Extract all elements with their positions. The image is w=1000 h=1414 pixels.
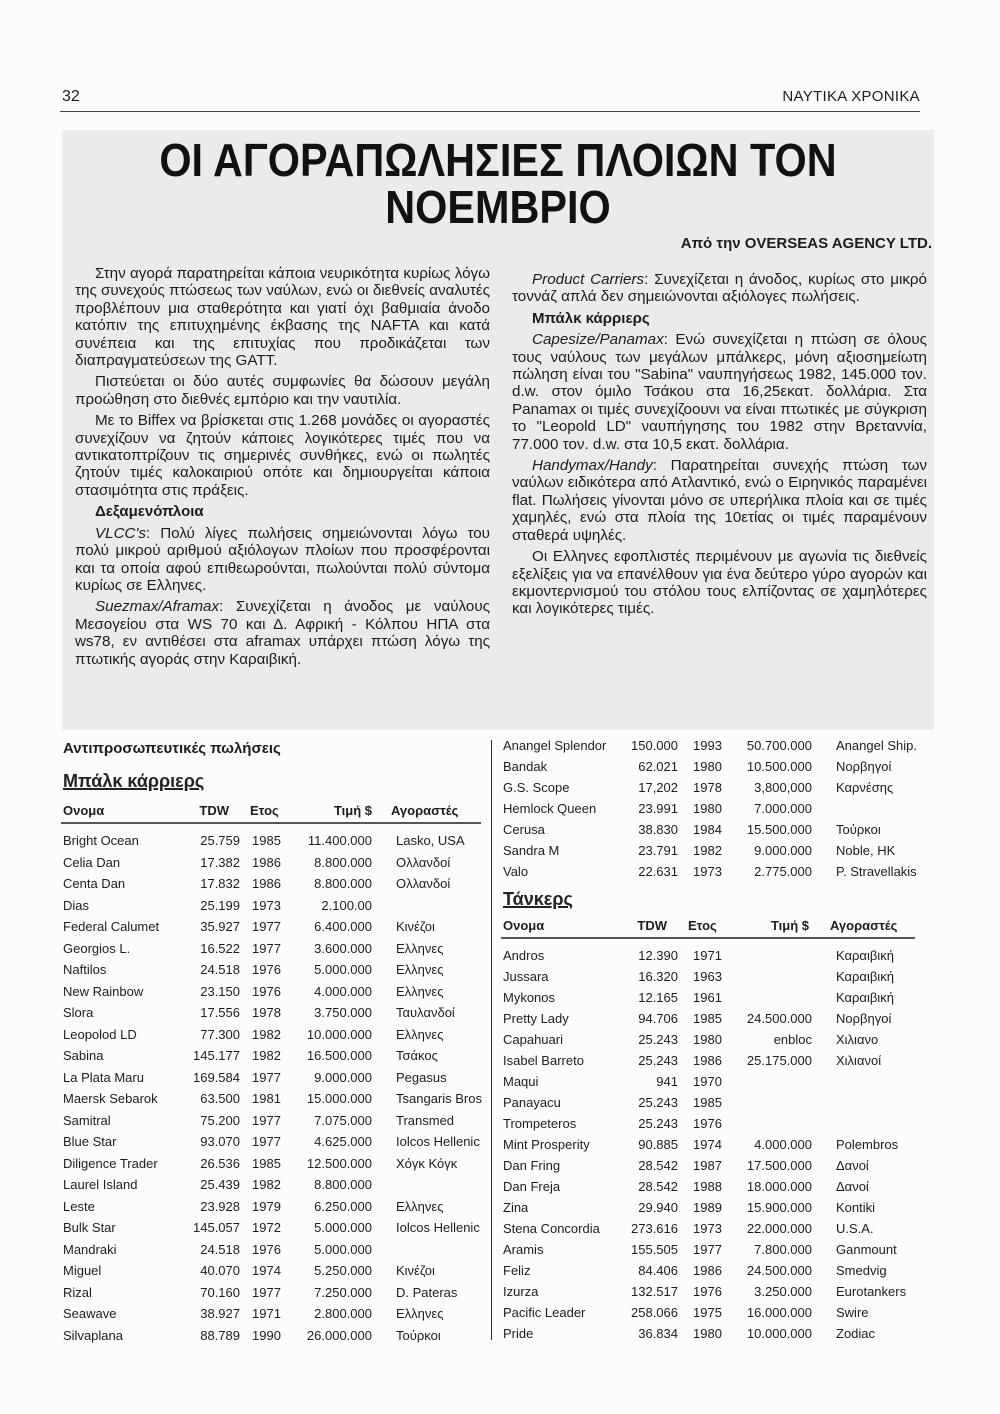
bulk-row-ship-name: Maersk Sebarok	[63, 1091, 158, 1106]
header-rule	[60, 111, 920, 112]
tanker-row-tdw: 25.243	[638, 1032, 678, 1047]
bulk-row-buyer: Κινέζοι	[396, 919, 435, 934]
bulk-row-tdw: 70.160	[200, 1284, 240, 1300]
header-buyers: Αγοραστές	[391, 803, 459, 818]
paragraph: Πιστεύεται οι δύο αυτές συμφωνίες θα δώσουν μεγάλη προώθηση στο διεθνές εμπόριο και την ναυτιλία.	[75, 373, 490, 408]
bulk-row-price: 2.100.00	[321, 897, 372, 913]
subheading-bulk: Μπάλκ κάρριερς	[532, 309, 650, 327]
bulk-row-price: 5.250.000	[314, 1263, 372, 1278]
bulk-row-tdw: 17,202	[638, 780, 678, 795]
tanker-row-year: 1986	[693, 1263, 722, 1278]
column-divider	[491, 740, 492, 1340]
tanker-row-tdw: 28.542	[638, 1179, 678, 1194]
bulk-row-price: 8.800.000	[314, 1177, 372, 1192]
bulk-row-buyer: Χόγκ Κόγκ	[396, 1155, 458, 1171]
tanker-row-buyer: Δανοί	[836, 1179, 869, 1194]
tanker-row-buyer: Kontiki	[836, 1200, 876, 1215]
tanker-row-year: 1988	[693, 1179, 722, 1194]
tanker-row-ship-name: Dan Fring	[503, 1158, 561, 1173]
tanker-row-year: 1971	[693, 948, 722, 963]
tanker-row-tdw: 25.243	[638, 1095, 678, 1110]
bulk-row-buyer: Lasko, USA	[396, 833, 465, 848]
tanker-row-buyer: Καραιβική	[836, 969, 894, 984]
tanker-row-buyer: Νορβηγοί	[836, 1011, 892, 1026]
tanker-row-ship-name: Feliz	[503, 1263, 531, 1278]
header-buyers: Αγοραστές	[830, 918, 898, 933]
paragraph-capesize	[512, 331, 927, 453]
bulk-row-ship-name: Leste	[63, 1198, 95, 1214]
tanker-row-price: 17.500.000	[746, 1158, 812, 1173]
bulk-row-year: 1977	[252, 1284, 281, 1300]
bulk-row-tdw: 25.759	[200, 833, 240, 848]
bulk-row-price: 2.800.000	[314, 1306, 372, 1321]
tanker-row-tdw: 84.406	[638, 1263, 678, 1278]
bulk-row-price: 12.500.000	[306, 1155, 372, 1171]
tables-heading: Αντιπροσωπευτικές πωλήσεις	[63, 740, 281, 757]
bulk-row-ship-name: Mandraki	[63, 1241, 117, 1257]
bulk-row-year: 1978	[252, 1005, 281, 1020]
tanker-row-price: 24.500.000	[746, 1011, 812, 1026]
bulk-row-ship-name: Celia Dan	[63, 854, 121, 870]
tanker-row-ship-name: Andros	[503, 948, 545, 963]
article-title-line2: ΝΟΕΜΒΡΙΟ	[385, 181, 611, 233]
byline: Από την OVERSEAS AGENCY LTD.	[680, 235, 932, 252]
bulk-row-ship-name: Sabina	[63, 1048, 104, 1063]
tanker-row-tdw: 12.165	[638, 990, 678, 1005]
tanker-row-buyer: Polembros	[836, 1137, 899, 1152]
bulk-row-tdw: 169.584	[193, 1069, 240, 1085]
bulk-row-year: 1978	[693, 780, 722, 795]
tanker-row-year: 1973	[693, 1221, 722, 1236]
label: Product Carriers	[532, 271, 645, 288]
bulk-row-buyer: Τούρκοι	[836, 822, 881, 837]
bulk-row-tdw: 62.021	[638, 759, 678, 774]
bulk-row-buyer: P. Stravellakis	[836, 864, 917, 879]
bulk-row-ship-name: Bandak	[503, 759, 548, 774]
header-name: Ονομα	[63, 803, 105, 818]
bulk-row-buyer: Ολλανδοί	[396, 876, 451, 891]
tanker-row-ship-name: Stena Concordia	[503, 1221, 600, 1236]
tanker-row-tdw: 36.834	[638, 1326, 678, 1341]
bulk-row-tdw: 75.200	[200, 1112, 240, 1128]
bulk-row-tdw: 24.518	[200, 962, 240, 977]
tanker-row-year: 1970	[693, 1074, 722, 1089]
bulk-row-tdw: 145.057	[193, 1220, 240, 1235]
bulk-row-price: 10.500.000	[746, 759, 812, 774]
bulk-row-price: 3.600.000	[314, 940, 372, 956]
bulk-row-ship-name: Cerusa	[503, 822, 545, 837]
tanker-row-ship-name: Capahuari	[503, 1032, 563, 1047]
bulk-row-ship-name: Dias	[63, 897, 90, 913]
tanker-row-year: 1961	[693, 990, 722, 1005]
bulk-row-buyer: Iolcos Hellenic	[396, 1134, 480, 1149]
bulk-row-tdw: 150.000	[631, 738, 678, 753]
text: : Ενώ συνεχίζεται η πτώση σε όλους τους ναύλους των μεγάλων μπάλκερς, μόνη αξιοσημείωτη πώληση είναι του "Sabina" ναυπηγήσεως 1982, 145.000 τον. d.w. στον όμιλο Τσάκου στα 16,25εκατ. δολλάρια. Στα Panamax οι τιμές συνεχίζοουνι να είναι πτωτικές με σύγκριση το "Leopold LD" ναυπήγησης του 1982 στην Βρεταννία, 77.000 τον. d.w. στα 10,5 εκατ. δολλάρια.	[512, 331, 927, 453]
tanker-row-tdw: 273.616	[631, 1221, 678, 1236]
bulk-row-year: 1980	[693, 759, 722, 774]
tanker-row-buyer: U.S.A.	[836, 1221, 874, 1236]
header-tdw: TDW	[637, 918, 667, 933]
bulk-row-ship-name: Laurel Island	[63, 1177, 138, 1192]
text: : Παρατηρείται συνεχής πτώση των ναύλων ειδικότερα από Ατλαντικό, ενώ ο Ειρηνικός παραμένει flat. Πωλήσεις γίνονται μόνο σε υπερήλικα πλοία και σε τιμές χαμηλές, ενώ στα πλοία της 10ετίας οι τιμές παραμένουν σταθερά υψηλές.	[512, 457, 927, 544]
tanker-row-tdw: 29.940	[638, 1200, 678, 1215]
bulk-row-ship-name: Georgios L.	[63, 940, 131, 956]
tanker-row-price: 22.000.000	[746, 1221, 812, 1236]
bulk-row-year: 1982	[252, 1026, 281, 1042]
tanker-row-buyer: Δανοί	[836, 1158, 869, 1173]
bulk-row-tdw: 16.522	[200, 940, 240, 956]
bulk-row-year: 1977	[252, 1134, 281, 1149]
bulk-row-buyer: Κινέζοι	[396, 1263, 435, 1278]
bulk-row-tdw: 38.927	[200, 1306, 240, 1321]
tanker-row-tdw: 258.066	[631, 1305, 678, 1320]
bulk-row-year: 1986	[252, 854, 281, 870]
bulk-row-price: 7.000.000	[754, 801, 812, 816]
tanker-row-ship-name: Pride	[503, 1326, 534, 1341]
bulk-row-buyer: Ελληνες	[396, 1198, 444, 1214]
bulk-row-price: 6.250.000	[314, 1198, 372, 1214]
tanker-row-price: 25.175.000	[746, 1053, 812, 1068]
bulk-row-tdw: 17.832	[200, 876, 240, 891]
bulk-row-year: 1971	[252, 1306, 281, 1321]
bulk-row-tdw: 93.070	[200, 1134, 240, 1149]
tanker-row-ship-name: Pretty Lady	[503, 1011, 569, 1026]
text: : Πολύ λίγες πωλήσεις σημειώνονται λόγω του πολύ μικρού αριθμού αξιόλογων πλοίων που προσφέρονται και τα οποία αφού επιθεωρούνται, πωλούνται πολύ σύντομα κυρίως σε Ελληνες.	[75, 524, 490, 594]
tanker-row-price: 4.000.000	[754, 1137, 812, 1152]
paragraph-handy	[512, 457, 927, 544]
bulk-row-year: 1980	[693, 801, 722, 816]
label: VLCC's	[95, 524, 147, 542]
bulk-row-year: 1977	[252, 1069, 281, 1085]
bulk-row-year: 1977	[252, 940, 281, 956]
tanker-row-ship-name: Aramis	[503, 1242, 544, 1257]
bulk-row-ship-name: Centa Dan	[63, 876, 126, 891]
label: Capesize/Panamax	[532, 331, 664, 349]
tanker-row-tdw: 132.517	[631, 1284, 678, 1299]
bulk-row-price: 4.625.000	[314, 1134, 372, 1149]
bulk-row-tdw: 145.177	[193, 1048, 240, 1063]
tanker-row-year: 1974	[693, 1137, 722, 1152]
bulk-row-tdw: 88.789	[200, 1327, 240, 1343]
bulk-row-ship-name: Blue Star	[63, 1134, 117, 1149]
bulk-row-ship-name: New Rainbow	[63, 983, 144, 999]
text: : Συνεχίζεται η άνοδος, κυρίως στο μικρό τοννάζ απλά δεν σημειώνονται αξιόλογες πωλήσεις.	[512, 271, 927, 306]
bulk-row-price: 3,800,000	[754, 780, 812, 795]
tanker-row-tdw: 90.885	[638, 1137, 678, 1152]
paragraph: Στην αγορά παρατηρείται κάποια νευρικότητα κυρίως λόγω της συνεχούς πτώσεως των ναύλων, ενώ οι διεθνείς αναλυτές προβλέπουν μια σταθερότητα και γιατί όχι βαθμιαία άνοδο κατόπιν της επιτυχημένης έκβασης της NAFTA και κατά συνέπεια και της επιτυχίας που προδικάζεται των διαπραγματεύσεων της GATT.	[75, 265, 490, 370]
tanker-row-tdw: 16.320	[638, 969, 678, 984]
bulk-row-ship-name: Sandra M	[503, 843, 560, 858]
paragraph-product	[512, 271, 927, 306]
header-price: Τιμή $	[770, 918, 809, 933]
bulk-row-tdw: 23.928	[200, 1198, 240, 1214]
header-year: Ετος	[688, 918, 717, 933]
bulk-row-tdw: 35.927	[200, 919, 240, 934]
bulk-row-buyer: Τσάκος	[396, 1048, 438, 1063]
bulk-row-buyer: Anangel Ship.	[836, 738, 917, 753]
tanker-row-year: 1989	[693, 1200, 722, 1215]
bulk-row-price: 6.400.000	[314, 919, 372, 934]
tanker-row-buyer: Swire	[836, 1305, 869, 1320]
tanker-row-ship-name: Jussara	[503, 969, 549, 984]
bulk-row-tdw: 40.070	[200, 1263, 240, 1278]
bulk-row-tdw: 26.536	[200, 1155, 240, 1171]
bulk-row-price: 5.000.000	[314, 1241, 372, 1257]
bulk-row-tdw: 22.631	[638, 864, 678, 879]
bulk-row-ship-name: Diligence Trader	[63, 1155, 158, 1171]
bulk-row-tdw: 17.556	[200, 1005, 240, 1020]
bulk-row-ship-name: Seawave	[63, 1306, 117, 1321]
bulk-row-year: 1977	[252, 1112, 281, 1128]
bulk-row-ship-name: Rizal	[63, 1284, 92, 1300]
bulk-row-year: 1976	[252, 962, 281, 977]
header-tdw: TDW	[199, 803, 229, 818]
subheading-tankers: Δεξαμενόπλοια	[95, 503, 204, 521]
bulk-row-buyer: Noble, HK	[836, 843, 896, 858]
bulk-row-ship-name: La Plata Maru	[63, 1069, 144, 1085]
bulk-row-year: 1982	[252, 1177, 281, 1192]
bulk-row-ship-name: Valo	[503, 864, 529, 879]
bulk-row-ship-name: Silvaplana	[63, 1327, 123, 1343]
bulk-row-year: 1982	[693, 843, 722, 858]
tanker-row-ship-name: Dan Freja	[503, 1179, 561, 1194]
bulk-row-year: 1981	[252, 1091, 281, 1106]
tanker-row-year: 1985	[693, 1095, 722, 1110]
bulk-row-price: 7.075.000	[314, 1112, 372, 1128]
bulk-row-price: 50.700.000	[746, 738, 812, 753]
bulk-row-price: 8.800.000	[314, 876, 372, 891]
tanker-row-year: 1980	[693, 1326, 722, 1341]
tanker-row-price: 3.250.000	[754, 1284, 812, 1299]
bulk-row-buyer: Ολλανδοί	[396, 854, 451, 870]
bulk-row-year: 1979	[252, 1198, 281, 1214]
bulk-row-ship-name: Miguel	[63, 1263, 102, 1278]
tanker-row-price: 7.800.000	[754, 1242, 812, 1257]
bulk-row-buyer: Τούρκοι	[396, 1327, 441, 1343]
tanker-row-buyer: Eurotankers	[836, 1284, 907, 1299]
bulk-row-year: 1977	[252, 919, 281, 934]
bulk-row-price: 9.000.000	[314, 1069, 372, 1085]
bulk-row-year: 1976	[252, 1241, 281, 1257]
bulk-row-tdw: 25.439	[200, 1177, 240, 1192]
tanker-row-buyer: Καραιβική	[836, 948, 894, 963]
tanker-row-year: 1963	[693, 969, 722, 984]
bulk-row-buyer: Ελληνες	[396, 983, 444, 999]
bulk-row-ship-name: Leopolod LD	[63, 1026, 137, 1042]
article-right-column	[512, 271, 927, 622]
bulk-row-tdw: 63.500	[200, 1091, 240, 1106]
bulk-row-ship-name: Federal Calumet	[63, 919, 160, 934]
tanker-row-price: enbloc	[773, 1032, 812, 1047]
tanker-row-ship-name: Maqui	[503, 1074, 539, 1089]
bulk-row-tdw: 23.150	[200, 983, 240, 999]
tanker-row-ship-name: Zina	[503, 1200, 529, 1215]
tanker-row-tdw: 941	[656, 1074, 678, 1089]
label: Handymax/Handy	[532, 457, 653, 475]
bulk-row-buyer: D. Pateras	[396, 1284, 458, 1300]
bulk-row-tdw: 17.382	[200, 854, 240, 870]
bulk-row-year: 1973	[693, 864, 722, 879]
tanker-row-buyer: Zodiac	[836, 1326, 876, 1341]
bulk-row-buyer: Καρνέσης	[836, 780, 894, 795]
bulk-row-tdw: 38.830	[638, 822, 678, 837]
tanker-row-ship-name: Izurza	[503, 1284, 539, 1299]
tanker-row-year: 1987	[693, 1158, 722, 1173]
bulk-row-buyer: Ελληνες	[396, 1026, 444, 1042]
bulk-row-price: 2.775.000	[754, 864, 812, 879]
tanker-row-ship-name: Mykonos	[503, 990, 556, 1005]
header-rule	[501, 937, 915, 939]
bulk-row-tdw: 77.300	[200, 1026, 240, 1042]
tanker-row-ship-name: Mint Prosperity	[503, 1137, 590, 1152]
tanker-row-year: 1975	[693, 1305, 722, 1320]
article-title-line1: ΟΙ ΑΓΟΡΑΠΩΛΗΣΙΕΣ ΠΛΟΙΩΝ ΤΟΝ	[159, 134, 837, 186]
bulk-row-buyer: Pegasus	[396, 1069, 447, 1085]
bulk-row-price: 7.250.000	[314, 1284, 372, 1300]
bulk-row-year: 1976	[252, 983, 281, 999]
bulk-row-year: 1984	[693, 822, 722, 837]
bulk-row-year: 1990	[252, 1327, 281, 1343]
bulk-row-year: 1985	[252, 833, 281, 848]
tanker-row-ship-name: Pacific Leader	[503, 1305, 586, 1320]
bulk-row-price: 4.000.000	[314, 983, 372, 999]
bulk-row-price: 15.500.000	[746, 822, 812, 837]
bulk-row-year: 1985	[252, 1155, 281, 1171]
paragraph: Με το Biffex να βρίσκεται στις 1.268 μονάδες οι αγοραστές συνεχίζουν να ζητούν κάποιες λογικότερες τιμές που να αντικατοπτρίζουν τις σημερινές συνθήκες, ενώ οι πωλητές ζητούν τιμές καλοκαιριού οπότε και δημιουργείται κάποια στασιμότητα στις πράξεις.	[75, 412, 490, 499]
bulk-row-tdw: 24.518	[200, 1241, 240, 1257]
bulk-row-buyer: Ελληνες	[396, 962, 444, 977]
bulk-row-ship-name: Anangel Splendor	[503, 738, 607, 753]
bulk-row-ship-name: Naftilos	[63, 962, 107, 977]
bulk-row-buyer: Νορβηγοί	[836, 759, 892, 774]
section-tankers: Τάνκερς	[503, 889, 573, 909]
bulk-row-buyer: Ελληνες	[396, 1306, 444, 1321]
text: : Συνεχίζεται η άνοδος με ναύλους Μεσογείου στα WS 70 και Δ. Αφρική - Κόλπου ΗΠΑ στα ws78, εν αντιθέσει στα aframax υπάρχει πτώση λόγω της πτωτικής αγοράς στην Καραιβική.	[75, 598, 490, 668]
tanker-row-tdw: 155.505	[631, 1242, 678, 1257]
bulk-row-buyer: Transmed	[396, 1112, 455, 1128]
tanker-row-tdw: 25.243	[638, 1116, 678, 1131]
tanker-row-year: 1976	[693, 1284, 722, 1299]
tanker-row-ship-name: Panayacu	[503, 1095, 561, 1110]
tanker-row-tdw: 25.243	[638, 1053, 678, 1068]
bulk-row-price: 5.000.000	[314, 962, 372, 977]
tanker-row-tdw: 94.706	[638, 1011, 678, 1026]
header-price: Τιμή $	[333, 803, 372, 818]
magazine-title: ΝΑΥΤΙΚΑ ΧΡΟΝΙΚΑ	[782, 88, 920, 105]
bulk-row-year: 1986	[252, 876, 281, 891]
bulk-row-ship-name: Hemlock Queen	[503, 801, 597, 816]
bulk-row-year: 1973	[252, 897, 281, 913]
bulk-row-tdw: 23.991	[638, 801, 678, 816]
tanker-row-price: 18.000.000	[746, 1179, 812, 1194]
bulk-row-ship-name: Samitral	[63, 1112, 111, 1128]
bulk-row-ship-name: Slora	[63, 1005, 94, 1020]
bulk-row-price: 3.750.000	[314, 1005, 372, 1020]
bulk-row-tdw: 23.791	[638, 843, 678, 858]
bulk-row-price: 11.400.000	[307, 833, 372, 848]
bulk-row-year: 1974	[252, 1263, 281, 1278]
tanker-row-price: 16.000.000	[746, 1305, 812, 1320]
header-rule	[61, 822, 481, 824]
tanker-row-year: 1977	[693, 1242, 722, 1257]
bulk-row-year: 1972	[252, 1220, 281, 1235]
bulk-row-price: 5.000.000	[314, 1220, 372, 1235]
bulk-row-buyer: Iolcos Hellenic	[396, 1220, 480, 1235]
bulk-row-price: 16.500.000	[306, 1048, 372, 1063]
bulk-row-ship-name: Bulk Star	[63, 1220, 116, 1235]
tanker-row-buyer: Καραιβική	[836, 990, 894, 1005]
bulk-row-price: 10.000.000	[306, 1026, 372, 1042]
tanker-row-year: 1976	[693, 1116, 722, 1131]
bulk-row-price: 15.000.000	[306, 1091, 372, 1106]
tanker-row-price: 15.900.000	[746, 1200, 812, 1215]
section-bulk-carriers: Μπάλκ κάρριερς	[63, 771, 205, 791]
bulk-row-ship-name: G.S. Scope	[503, 780, 570, 795]
paragraph-suezmax	[75, 598, 490, 668]
tanker-row-buyer: Smedvig	[836, 1263, 887, 1278]
bulk-row-buyer: Ελληνες	[396, 940, 444, 956]
tanker-row-year: 1986	[693, 1053, 722, 1068]
bulk-row-buyer: Ταυλανδοί	[396, 1005, 455, 1020]
paragraph: Οι Ελληνες εφοπλιστές περιμένουν με αγωνία τις διεθνείς εξελίξεις για να επανέλθουν για ένα δεύτερο γύρο αγορών και εκμοντερνισμού του στόλου τους ελπίζοντας σε χαμηλότερες και λογικότερες τιμές.	[512, 548, 927, 618]
bulk-row-price: 9.000.000	[754, 843, 812, 858]
tanker-row-year: 1985	[693, 1011, 722, 1026]
tanker-row-ship-name: Isabel Barreto	[503, 1053, 584, 1068]
tanker-row-buyer: Χιλιανοί	[836, 1053, 882, 1068]
tanker-row-tdw: 28.542	[638, 1158, 678, 1173]
header-year: Ετος	[250, 803, 279, 818]
bulk-row-ship-name: Bright Ocean	[63, 833, 139, 848]
tanker-row-buyer: Χιλιανο	[836, 1032, 879, 1047]
article-left-column	[75, 265, 490, 672]
page-number: 32	[62, 88, 80, 105]
bulk-row-tdw: 25.199	[200, 897, 240, 913]
paragraph-vlcc	[75, 525, 490, 595]
bulk-row-price: 8.800.000	[314, 854, 372, 870]
header-name: Ονομα	[503, 918, 545, 933]
tanker-row-tdw: 12.390	[638, 948, 678, 963]
bulk-row-price: 26.000.000	[306, 1327, 372, 1343]
tanker-row-price: 10.000.000	[746, 1326, 812, 1341]
bulk-row-year: 1993	[693, 738, 722, 753]
bulk-row-year: 1982	[252, 1048, 281, 1063]
label: Suezmax/Aframax	[95, 598, 220, 616]
tanker-row-buyer: Ganmount	[836, 1242, 897, 1257]
tanker-row-year: 1980	[693, 1032, 722, 1047]
tanker-row-ship-name: Trompeteros	[503, 1116, 577, 1131]
tanker-row-price: 24.500.000	[746, 1263, 812, 1278]
bulk-row-buyer: Tsangaris Bros	[396, 1091, 482, 1106]
